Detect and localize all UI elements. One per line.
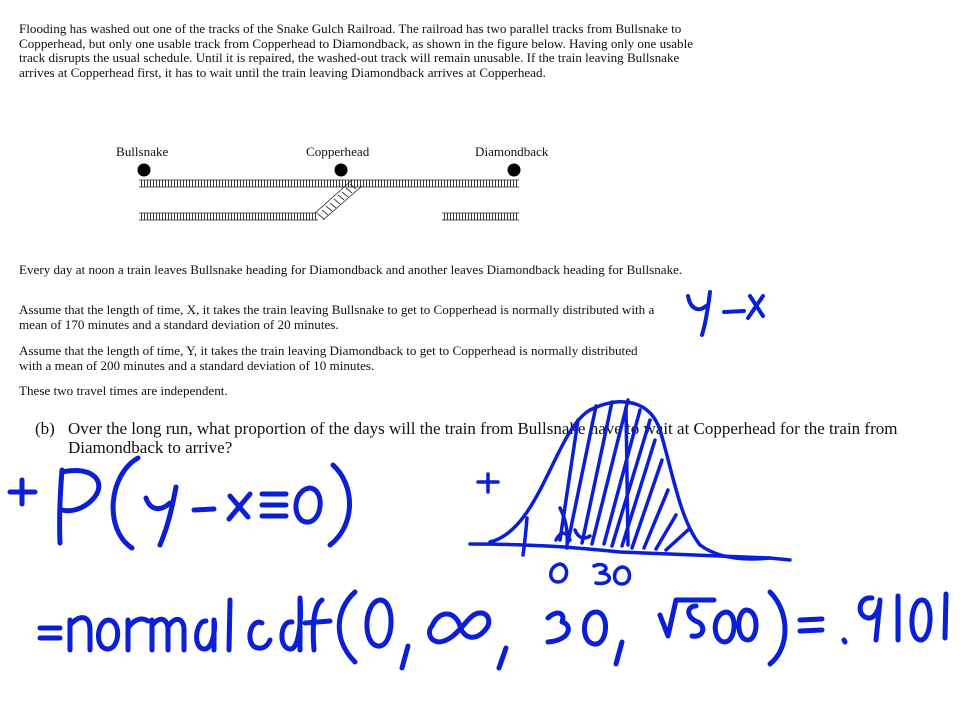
- station-label-copperhead: Copperhead: [306, 144, 370, 159]
- handwritten-normalcdf-answer: [40, 592, 946, 668]
- handwritten-probability-statement: [10, 458, 350, 548]
- assume-y-paragraph: Assume that the length of time, Y, it takes the train leaving Diamondback to get to Copperhead is normally distributed with a mean of 200 minutes and a standard deviation of 10 minutes.: [19, 343, 638, 373]
- intro-paragraph: Flooding has washed out one of the tracks of the Snake Gulch Railroad. The railroad has two parallel tracks from Bullsnake to Copperhead, but only one usable track from Copperhead to Diamondback, as shown in the figure below. Having only one usable track disrupts the usual schedule. Until it is repaired, the washed-out track will remain unusable. If the train leaving Bullsnake arrives at Copperhead first, it has to wait until the train leaving Diamondback arrives at Copperhead.: [19, 21, 694, 80]
- independence-paragraph: These two travel times are independent.: [19, 383, 228, 398]
- curve-label-thirty: [594, 565, 609, 584]
- every-day-paragraph: Every day at noon a train leaves Bullsnake heading for Diamondback and another leaves Diamondback heading for Bullsnake.: [19, 262, 683, 277]
- station-label-bullsnake: Bullsnake: [116, 144, 169, 159]
- question-number: (b): [35, 419, 55, 438]
- curve-label-zero: [551, 564, 567, 582]
- handwritten-normal-curve: [470, 400, 790, 584]
- question-text: Over the long run, what proportion of the days will the train from Bullsnake have to wait at Copperhead for the train from Diamondback to arrive?: [68, 419, 898, 457]
- station-label-diamondback: Diamondback: [475, 144, 549, 159]
- handwritten-note-y-minus-x: [688, 292, 763, 335]
- assume-x-paragraph: Assume that the length of time, X, it takes the train leaving Bullsnake to get to Copperhead is normally distributed with a mean of 170 minutes and a standard deviation of 20 minutes.: [19, 302, 655, 332]
